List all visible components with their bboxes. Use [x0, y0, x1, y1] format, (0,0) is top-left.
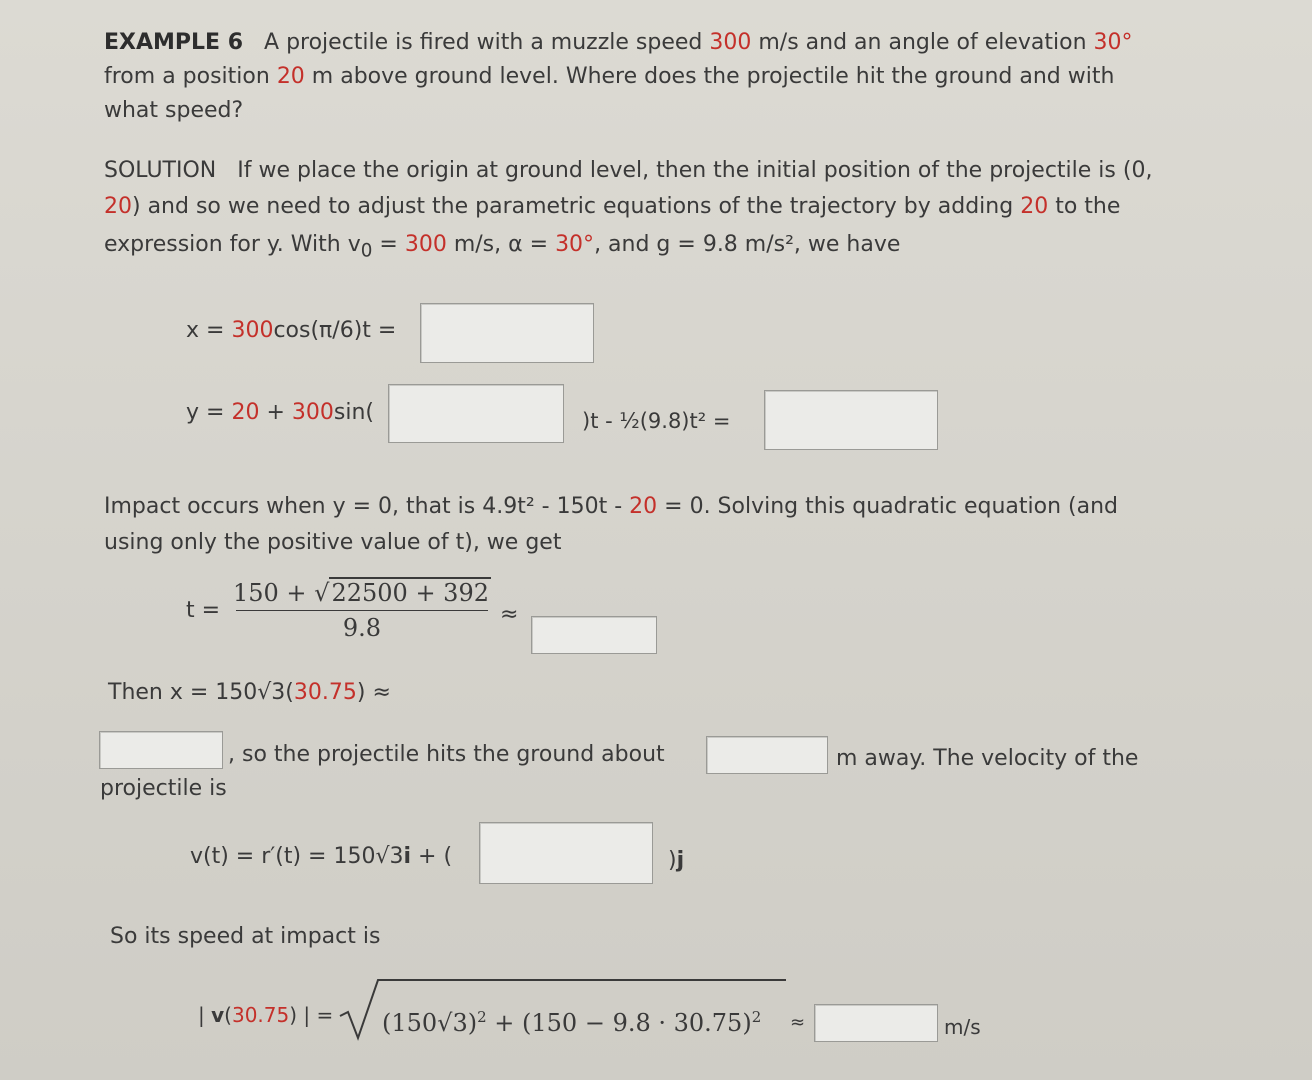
fraction-t [232, 576, 492, 645]
example-line-1: EXAMPLE 6 A projectile is fired with a muzzle speed 300 m/s and an angle of elevation 30° [104, 30, 1133, 55]
answer-box-velocity-j[interactable] [479, 822, 653, 884]
velocity-equation: v(t) = r′(t) = 150√3i + ( [190, 844, 453, 869]
solution-line-2: 20) and so we need to adjust the parametric equations of the trajectory by adding 20 to the [104, 194, 1121, 219]
impact-line-1: Impact occurs when y = 0, that is 4.9t² - 150t - 20 = 0. Solving this quadratic equation (and [104, 494, 1119, 519]
answer-box-distance[interactable] [706, 736, 828, 774]
example-line-2: from a position 20 m above ground level. Where does the projectile hit the ground and with [104, 64, 1115, 89]
answer-box-speed[interactable] [814, 1004, 938, 1042]
speed-unit: m/s [944, 1015, 981, 1039]
fraction-numerator: 150 + √22500 + 392 [232, 579, 489, 607]
solution-line-3: expression for y. With $v_0 = 300$ m/s, α = 30°, and g = 9.8 m/s², we have [104, 232, 901, 262]
equation-y-right: )t - ½(9.8)t² = [582, 409, 731, 433]
answer-box-y[interactable] [764, 390, 938, 450]
answer-box-x[interactable] [420, 303, 594, 363]
answer-box-x-value[interactable] [99, 731, 223, 769]
solution-label: SOLUTION [104, 158, 217, 183]
impact-line-2: using only the positive value of t), we get [104, 530, 562, 555]
example-line-3: what speed? [104, 98, 244, 123]
velocity-j-suffix: )j [668, 848, 685, 873]
radicand: $(150√3)^2 + (150 - 9.8 \cdot 30.75)^2$ [382, 1008, 762, 1037]
solution-line-1: SOLUTION If we place the origin at ground level, then the initial position of the projectile is (0, [104, 158, 1153, 183]
answer-box-angle[interactable] [388, 384, 564, 443]
fraction-denominator: 9.8 [236, 610, 488, 645]
then-x-line: Then x = 150√3(30.75) ≈ [108, 680, 391, 705]
speed-lhs: | v(30.75) | = [198, 1003, 334, 1027]
equation-t-lhs: t = [186, 598, 221, 623]
approx-sign-t: ≈ [500, 602, 519, 627]
example-label: EXAMPLE 6 [104, 30, 244, 55]
projectile-is-text: projectile is [100, 776, 227, 801]
approx-sign-speed: ≈ [790, 1012, 806, 1033]
answer-box-t[interactable] [531, 616, 657, 654]
equation-x: x = 300cos(π/6)t = [186, 318, 397, 343]
away-text: m away. The velocity of the [836, 746, 1139, 771]
equation-y-left: y = 20 + 300sin( [186, 400, 374, 425]
hits-text: , so the projectile hits the ground about [228, 742, 665, 767]
speed-intro: So its speed at impact is [110, 924, 381, 949]
